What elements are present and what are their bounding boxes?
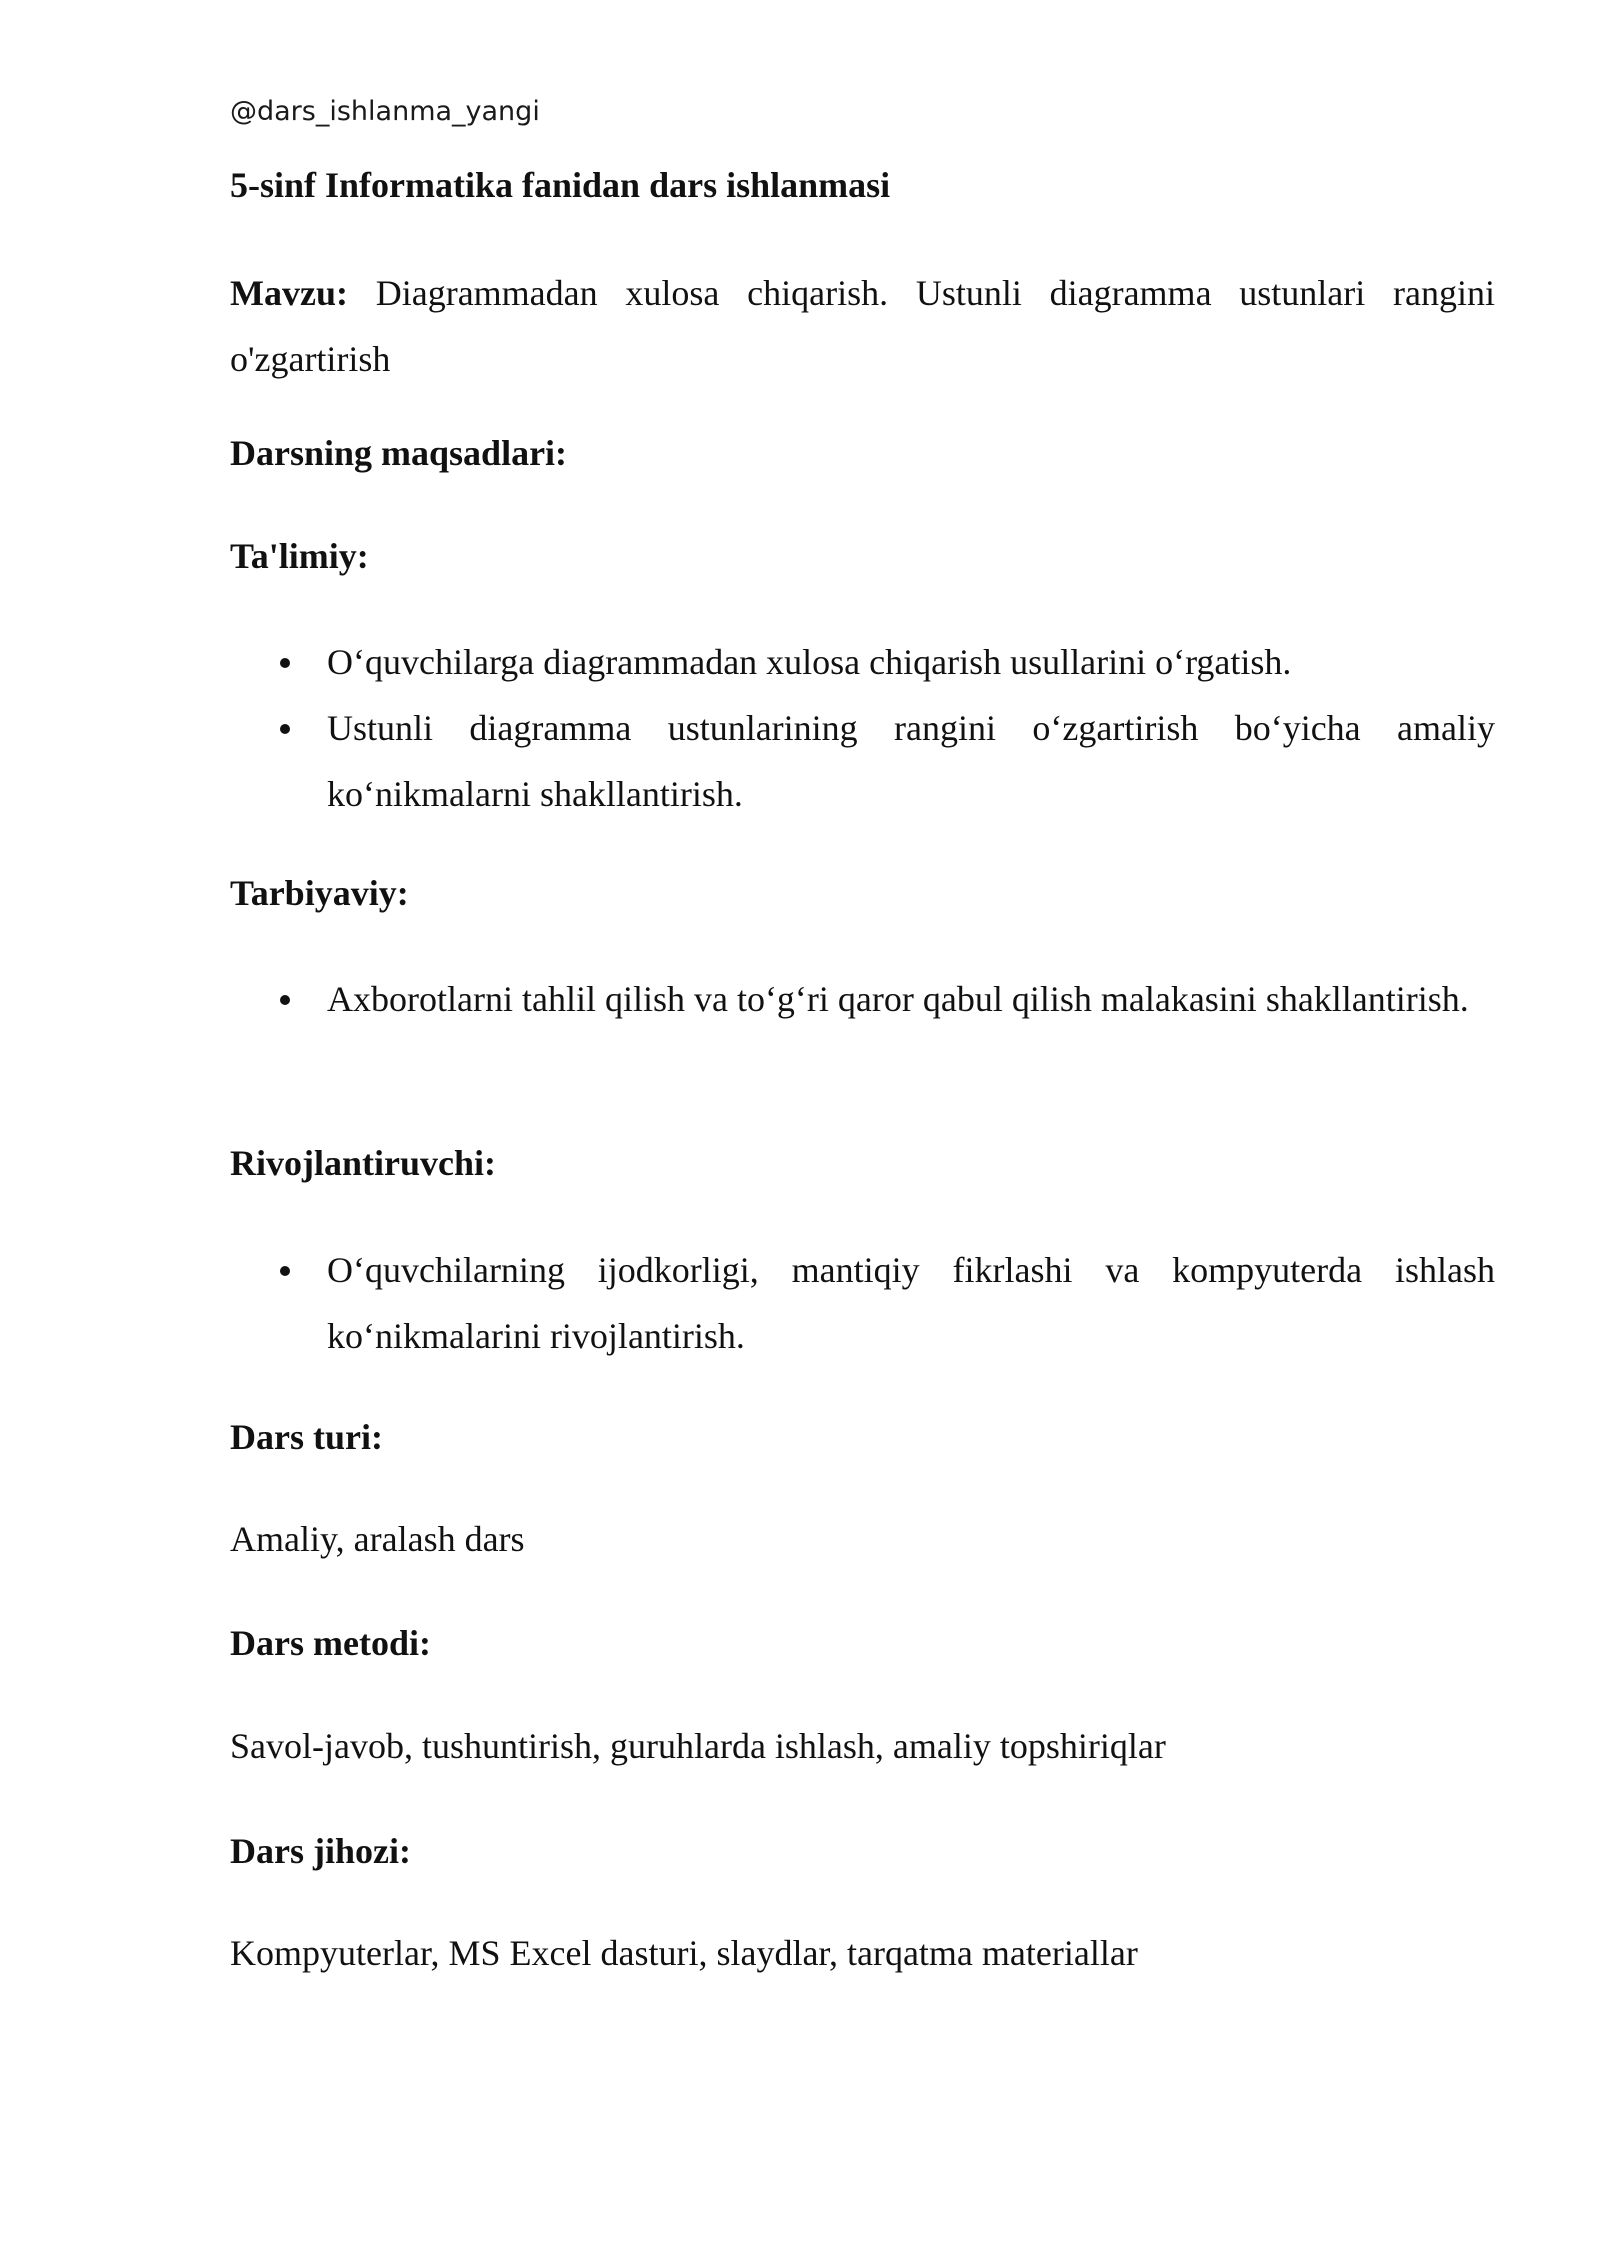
list-item-text: O‘quvchilarning ijodkorligi, mantiqiy fikrlashi va kompyuterda ishlash ko‘nikmalarini rivojlantirish. xyxy=(327,1250,1495,1356)
upbringing-heading: Tarbiyaviy: xyxy=(230,873,409,913)
lesson-equipment-heading: Dars jihozi: xyxy=(230,1831,411,1871)
lesson-method-text: Savol-javob, tushuntirish, guruhlarda ishlash, amaliy topshiriqlar xyxy=(230,1726,1166,1766)
channel-tag: @dars_ishlanma_yangi xyxy=(230,96,540,127)
list-item-text: O‘quvchilarga diagrammadan xulosa chiqarish usullarini o‘rgatish. xyxy=(327,642,1292,682)
lesson-method-heading: Dars metodi: xyxy=(230,1623,431,1663)
developmental-list xyxy=(230,1237,1495,1369)
list-item xyxy=(230,695,1495,827)
bullet-icon xyxy=(280,1266,290,1276)
list-item xyxy=(230,629,1495,695)
educational-list xyxy=(230,629,1495,827)
lesson-type-heading: Dars turi: xyxy=(230,1417,383,1457)
developmental-heading: Rivojlantiruvchi: xyxy=(230,1143,496,1183)
topic-paragraph xyxy=(230,260,1495,392)
lesson-type-text: Amaliy, aralash dars xyxy=(230,1519,525,1559)
list-item-text: Axborotlarni tahlil qilish va to‘g‘ri qaror qabul qilish malakasini shakllantirish. xyxy=(327,979,1469,1019)
list-item-text: Ustunli diagramma ustunlarining rangini o‘zgartirish bo‘yicha amaliy ko‘nikmalarni shakllantirish. xyxy=(327,708,1495,814)
upbringing-list xyxy=(230,966,1495,1032)
goals-heading: Darsning maqsadlari: xyxy=(230,433,568,473)
educational-heading: Ta'limiy: xyxy=(230,536,369,576)
bullet-icon xyxy=(280,995,290,1005)
document-title: 5-sinf Informatika fanidan dars ishlanmasi xyxy=(230,165,891,205)
list-item xyxy=(230,1237,1495,1369)
topic-label: Mavzu: xyxy=(230,273,348,313)
bullet-icon xyxy=(280,724,290,734)
topic-text: Diagrammadan xulosa chiqarish. Ustunli diagramma ustunlari rangini o'zgartirish xyxy=(230,273,1495,379)
lesson-equipment-text: Kompyuterlar, MS Excel dasturi, slaydlar, tarqatma materiallar xyxy=(230,1933,1138,1973)
bullet-icon xyxy=(280,658,290,668)
list-item xyxy=(230,966,1495,1032)
